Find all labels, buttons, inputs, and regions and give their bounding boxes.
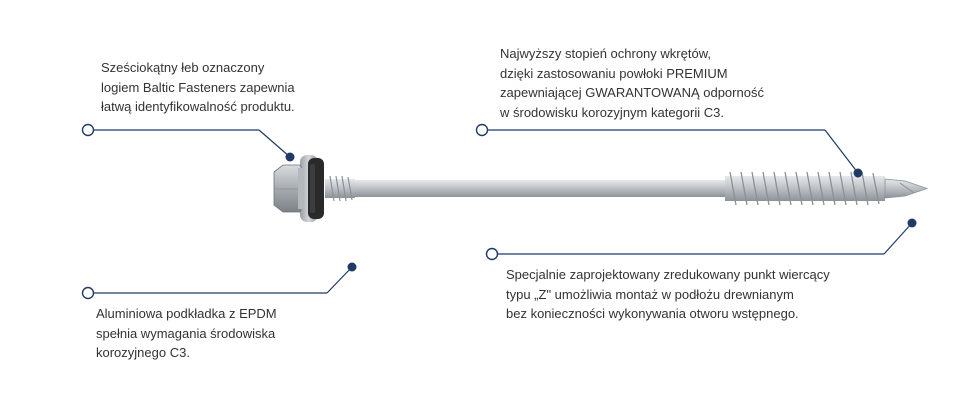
callout-line-washer [93,267,352,293]
caption-washer [96,304,277,363]
caption-line: korozyjnego C3. [96,345,190,360]
callout-line-head [93,130,290,157]
caption-line: Aluminiowa podkładka z EPDM [96,306,277,321]
upper-thread [325,176,355,201]
tip-thread [725,172,885,205]
caption-line: Specjalnie zaprojektowany zredukowany punkt wiercący [506,267,830,282]
drill-point [885,179,927,198]
caption-coating [500,44,764,122]
callout-dot-head [286,153,295,162]
caption-line: typu „Z" umożliwia montaż w podłożu drewnianym [506,286,794,302]
callout-dot-washer [348,263,357,272]
callout-dot-drill [908,219,917,228]
callout-open-circle-drill [487,249,498,260]
callout-line-coating [488,130,858,173]
screw [325,172,927,205]
callout-open-circle-coating [477,125,488,136]
caption-line: łatwą identyfikowalność produktu. [101,99,295,114]
hex-head [274,165,304,212]
caption-line: spełnia wymagania środowiska [96,325,276,341]
caption-line: Najwyższy stopień ochrony wkrętów, [500,46,711,61]
caption-line: Sześciokątny łeb oznaczony [101,60,265,75]
caption-line: bez konieczności wykonywania otworu wstępnego. [506,306,799,321]
caption-line: zapewniającej GWARANTOWANĄ odporność [500,85,764,100]
caption-hex-head [101,58,295,117]
callout-open-circle-washer [83,288,94,299]
caption-line: logiem Baltic Fasteners zapewnia [101,79,295,95]
caption-drill-point [506,265,830,324]
caption-line: dzięki zastosowaniu powłoki PREMIUM [500,65,728,81]
callout-line-drill [497,223,912,254]
callout-open-circle-head [83,125,94,136]
caption-line: w środowisku korozyjnym kategorii C3. [500,104,724,120]
callout-dot-coating [854,169,863,178]
